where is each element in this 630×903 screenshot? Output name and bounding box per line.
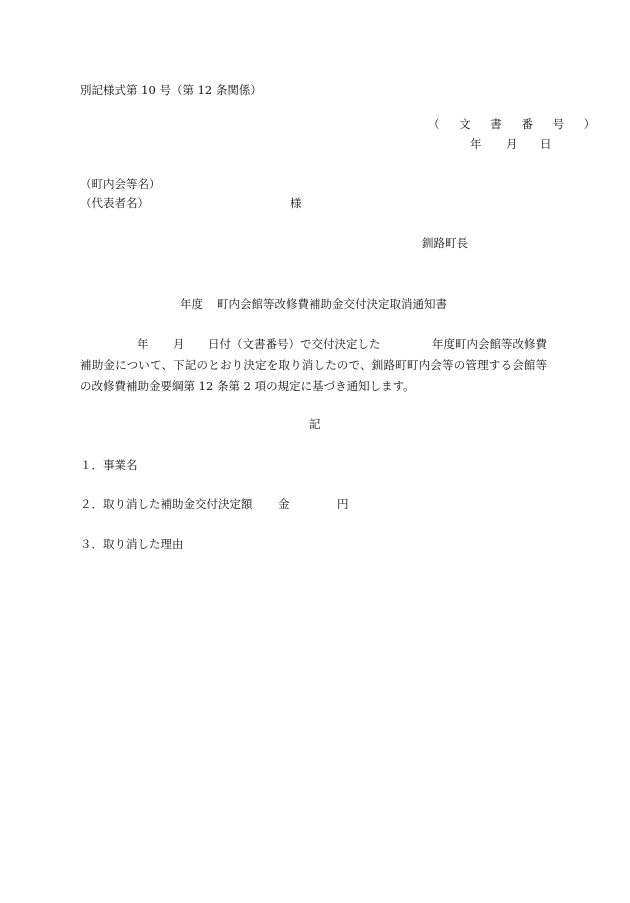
title-year: 年度 [180, 297, 203, 311]
date-day: 日 [540, 137, 552, 151]
representative-name-label: （代表者名） [80, 196, 149, 210]
body-fiscal-year: 年度町内会館等改修費 [432, 337, 547, 351]
form-number: 別記様式第 10 号（第 12 条関係） [80, 83, 262, 97]
notice-title [180, 297, 447, 311]
honorific-sama: 様 [290, 196, 302, 210]
body-month: 月 [173, 337, 185, 351]
body-day-ref: 日付（文書番号）で交付決定した [208, 337, 381, 351]
item-cancel-reason: ３．取り消した理由 [80, 537, 184, 551]
amount-kin: 金 [278, 497, 290, 511]
date-month: 月 [506, 137, 518, 151]
item-cancelled-amount: ２．取り消した補助金交付決定額 [80, 497, 253, 511]
body-line-2: 補助金について、下記のとおり決定を取り消したので、釧路町町内会等の管理する会館等 [80, 358, 548, 372]
document-number: （ 文 書 番 号 ） [428, 117, 604, 131]
ki-heading: 記 [309, 417, 321, 431]
amount-yen: 円 [337, 497, 349, 511]
sender-name: 釧路町長 [422, 236, 468, 250]
item-project-name: １．事業名 [80, 458, 138, 472]
association-name-label: （町内会等名） [80, 177, 161, 191]
title-text: 町内会館等改修費補助金交付決定取消通知書 [217, 297, 447, 311]
date-year: 年 [470, 137, 482, 151]
body-line-3: の改修費補助金要綱第 12 条第 2 項の規定に基づき通知します。 [80, 379, 415, 393]
body-year: 年 [137, 337, 149, 351]
